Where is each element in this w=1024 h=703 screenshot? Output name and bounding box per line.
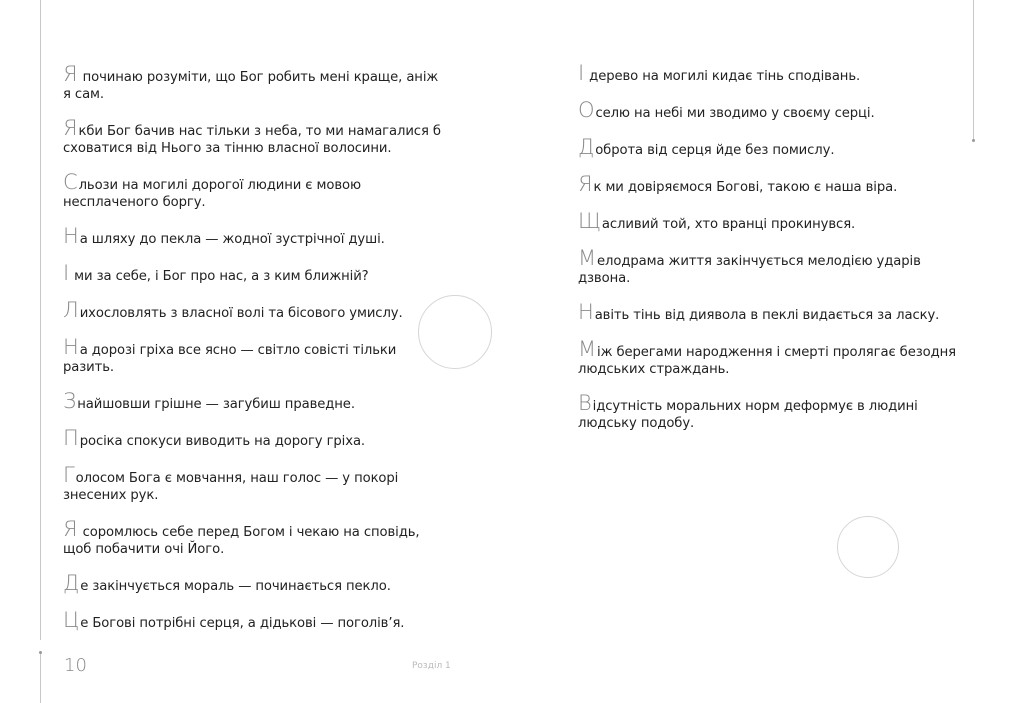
aphorism-text: льози на могилі дорогої людини є мовою несплаченого боргу. xyxy=(63,178,361,210)
drop-initial: Ц xyxy=(63,608,80,632)
drop-initial: І xyxy=(63,261,70,285)
drop-initial: І xyxy=(578,61,585,85)
aphorism-text: е закінчується мораль — починається пекло. xyxy=(80,579,391,594)
aphorism xyxy=(63,463,443,504)
aphorism xyxy=(63,170,443,211)
page-number: 10 xyxy=(64,655,87,676)
drop-initial: Я xyxy=(63,62,78,86)
left-column xyxy=(63,62,443,649)
drop-initial: М xyxy=(578,337,597,361)
drop-initial: Я xyxy=(63,517,78,541)
aphorism xyxy=(578,337,968,378)
drop-initial: Л xyxy=(63,298,79,322)
aphorism-text: авіть тінь від диявола в пеклі видається за ласку. xyxy=(594,308,940,323)
drop-initial: Д xyxy=(578,135,595,159)
aphorism-text: селю на небі ми зводимо у своєму серці. xyxy=(595,106,875,121)
aphorism-text: ихословлять з власної волі та бісового умислу. xyxy=(79,306,403,321)
aphorism xyxy=(578,300,968,324)
aphorism xyxy=(578,246,968,287)
aphorism xyxy=(63,571,443,595)
aphorism-text: а дорозі гріха все ясно — світло совісті тільки разить. xyxy=(63,343,397,375)
aphorism xyxy=(63,62,443,103)
aphorism xyxy=(63,335,443,376)
aphorism-text: росіка спокуси виводить на дорогу гріха. xyxy=(79,434,366,449)
drop-initial: Н xyxy=(63,335,79,359)
aphorism xyxy=(578,61,968,85)
aphorism-text: к ми довіряємося Богові, такою є наша віра. xyxy=(593,180,898,195)
aphorism xyxy=(63,426,443,450)
aphorism-text: асливий той, хто вранці прокинувся. xyxy=(601,217,856,232)
left-footer-line xyxy=(40,652,41,703)
aphorism-text: ми за себе, і Бог про нас, а з ким ближній? xyxy=(70,269,369,284)
aphorism xyxy=(63,116,443,157)
aphorism xyxy=(578,135,968,159)
drop-initial: Д xyxy=(63,571,80,595)
decorative-circle xyxy=(837,516,899,578)
aphorism xyxy=(63,608,443,632)
aphorism xyxy=(63,389,443,413)
aphorism-text: іж берегами народження і смерті пролягає безодня людських страждань. xyxy=(578,345,956,377)
aphorism xyxy=(63,517,443,558)
aphorism xyxy=(63,298,443,322)
drop-initial: В xyxy=(578,391,592,415)
right-margin-dot xyxy=(972,139,975,142)
right-margin-line xyxy=(973,0,974,140)
aphorism-text: оброта від серця йде без помислу. xyxy=(595,143,835,158)
drop-initial: С xyxy=(63,170,78,194)
section-label: Розділ 1 xyxy=(412,661,451,671)
drop-initial: Я xyxy=(63,116,78,140)
drop-initial: П xyxy=(63,426,79,450)
aphorism xyxy=(578,209,968,233)
aphorism-text: дерево на могилі кидає тінь сподівань. xyxy=(585,69,861,84)
drop-initial: Щ xyxy=(578,209,601,233)
aphorism xyxy=(578,98,968,122)
aphorism xyxy=(63,261,443,285)
aphorism-text: а шляху до пекла — жодної зустрічної душі. xyxy=(79,232,385,247)
drop-initial: З xyxy=(63,389,77,413)
left-footer-dot xyxy=(39,651,42,654)
aphorism xyxy=(578,172,968,196)
drop-initial: Я xyxy=(578,172,593,196)
aphorism-text: соромлюсь себе перед Богом і чекаю на сповідь, щоб побачити очі Його. xyxy=(63,525,420,557)
right-column xyxy=(578,61,968,449)
drop-initial: Н xyxy=(578,300,594,324)
drop-initial: Н xyxy=(63,224,79,248)
aphorism-text: олосом Бога є мовчання, наш голос — у покорі знесених рук. xyxy=(63,471,399,503)
aphorism-text: починаю розуміти, що Бог робить мені краще, аніж я сам. xyxy=(63,70,439,102)
aphorism xyxy=(578,391,968,432)
aphorism-text: найшовши грішне — загубиш праведне. xyxy=(77,397,355,412)
drop-initial: М xyxy=(578,246,597,270)
left-margin-line xyxy=(40,0,41,640)
aphorism-text: ідсутність моральних норм деформує в людині людську подобу. xyxy=(578,399,918,431)
aphorism-text: е Богові потрібні серця, а дідькові — поголів’я. xyxy=(80,616,405,631)
aphorism xyxy=(63,224,443,248)
aphorism-text: елодрама життя закінчується мелодією ударів дзвона. xyxy=(578,254,921,286)
drop-initial: О xyxy=(578,98,595,122)
aphorism-text: кби Бог бачив нас тільки з неба, то ми намагалися б сховатися від Нього за тінню власної волосини. xyxy=(63,124,441,156)
drop-initial: Г xyxy=(63,463,75,487)
